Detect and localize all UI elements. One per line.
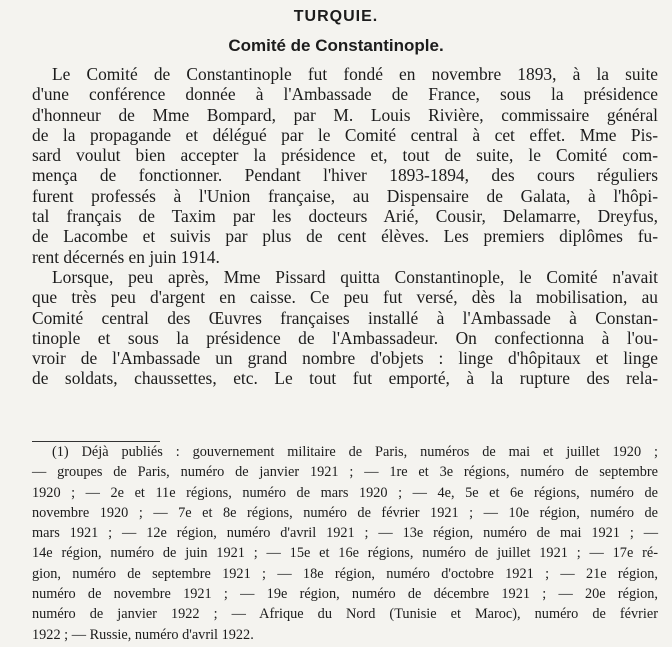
footnote-divider	[32, 441, 160, 442]
body-line: rent décernés en juin 1914.	[32, 246, 220, 267]
footnote-line: 14e région, numéro de juin 1921 ; — 15e et 16e régions, numéro de juillet 1921 ; — 17e ré-	[32, 545, 658, 562]
page-title: TURQUIE.	[293, 8, 379, 25]
footnote-line: gion, numéro de septembre 1921 ; — 18e région, numéro d'octobre 1921 ; — 21e région,	[32, 565, 658, 582]
body-line: de la propagande et délégué par le Comité central à cet effet. Mme Pis-	[32, 124, 658, 145]
body-line: mença de fonctionner. Pendant l'hiver 1893-1894, des cours réguliers	[32, 165, 658, 186]
body-line: Lorsque, peu après, Mme Pissard quitta Constantinople, le Comité n'avait	[52, 266, 658, 287]
body-line: d'une conférence donnée à l'Ambassade de France, sous la présidence	[32, 84, 658, 105]
footnote-line: 1922 ; — Russie, numéro d'avril 1922.	[32, 626, 254, 643]
footnote-line: numéro de janvier 1922 ; — Afrique du Nord (Tunisie et Maroc), numéro de février	[32, 606, 658, 623]
section-title: Comité de Constantinople.	[228, 36, 444, 55]
body-line: tinople et sous la présidence de l'Ambassadeur. On confectionna à l'ou-	[32, 327, 658, 348]
footnote-line: — groupes de Paris, numéro de janvier 1921 ; — 1re et 3e régions, numéro de septembre	[32, 464, 658, 481]
footnote-line: novembre 1920 ; — 7e et 8e régions, numéro de février 1921 ; — 10e région, numéro de	[32, 504, 658, 521]
body-line: que très peu d'argent en caisse. Ce peu fut versé, dès la mobilisation, au	[32, 287, 658, 308]
footnote-line: mars 1921 ; — 12e région, numéro d'avril 1921 ; — 13e région, numéro de mai 1921 ; —	[32, 525, 658, 542]
body-line: tal français de Taxim par les docteurs Arié, Cousir, Delamarre, Dreyfus,	[32, 206, 658, 227]
body-paragraphs	[32, 64, 658, 389]
body-line: de soldats, chaussettes, etc. Le tout fut emporté, à la rupture des rela-	[32, 368, 658, 389]
footnote-line: numéro de novembre 1921 ; — 19e région, numéro de décembre 1921 ; — 20e région,	[32, 586, 658, 603]
footnote-line: 1920 ; — 2e et 11e régions, numéro de mars 1920 ; — 4e, 5e et 6e régions, numéro de	[32, 484, 658, 501]
footnote-line: (1) Déjà publiés : gouvernement militaire de Paris, numéros de mai et juillet 1920 ;	[52, 444, 658, 460]
body-line: d'honneur de Mme Bompard, par M. Louis Rivière, commissaire général	[32, 104, 658, 125]
body-line: furent professés à l'Union française, au Dispensaire de Galata, à l'hôpi-	[32, 185, 658, 206]
body-line: Comité central des Œuvres françaises installé à l'Ambassade à Constan-	[32, 307, 658, 328]
footnote	[32, 444, 658, 647]
body-line: sard voulut bien accepter la présidence et, tout de suite, le Comité com-	[32, 145, 658, 166]
body-line: Le Comité de Constantinople fut fondé en novembre 1893, à la suite	[52, 64, 658, 84]
body-line: vroir de l'Ambassade un grand nombre d'objets : linge d'hôpitaux et linge	[32, 348, 658, 369]
body-line: de Lacombe et suivis par plus de cent élèves. Les premiers diplômes fu-	[32, 226, 658, 247]
